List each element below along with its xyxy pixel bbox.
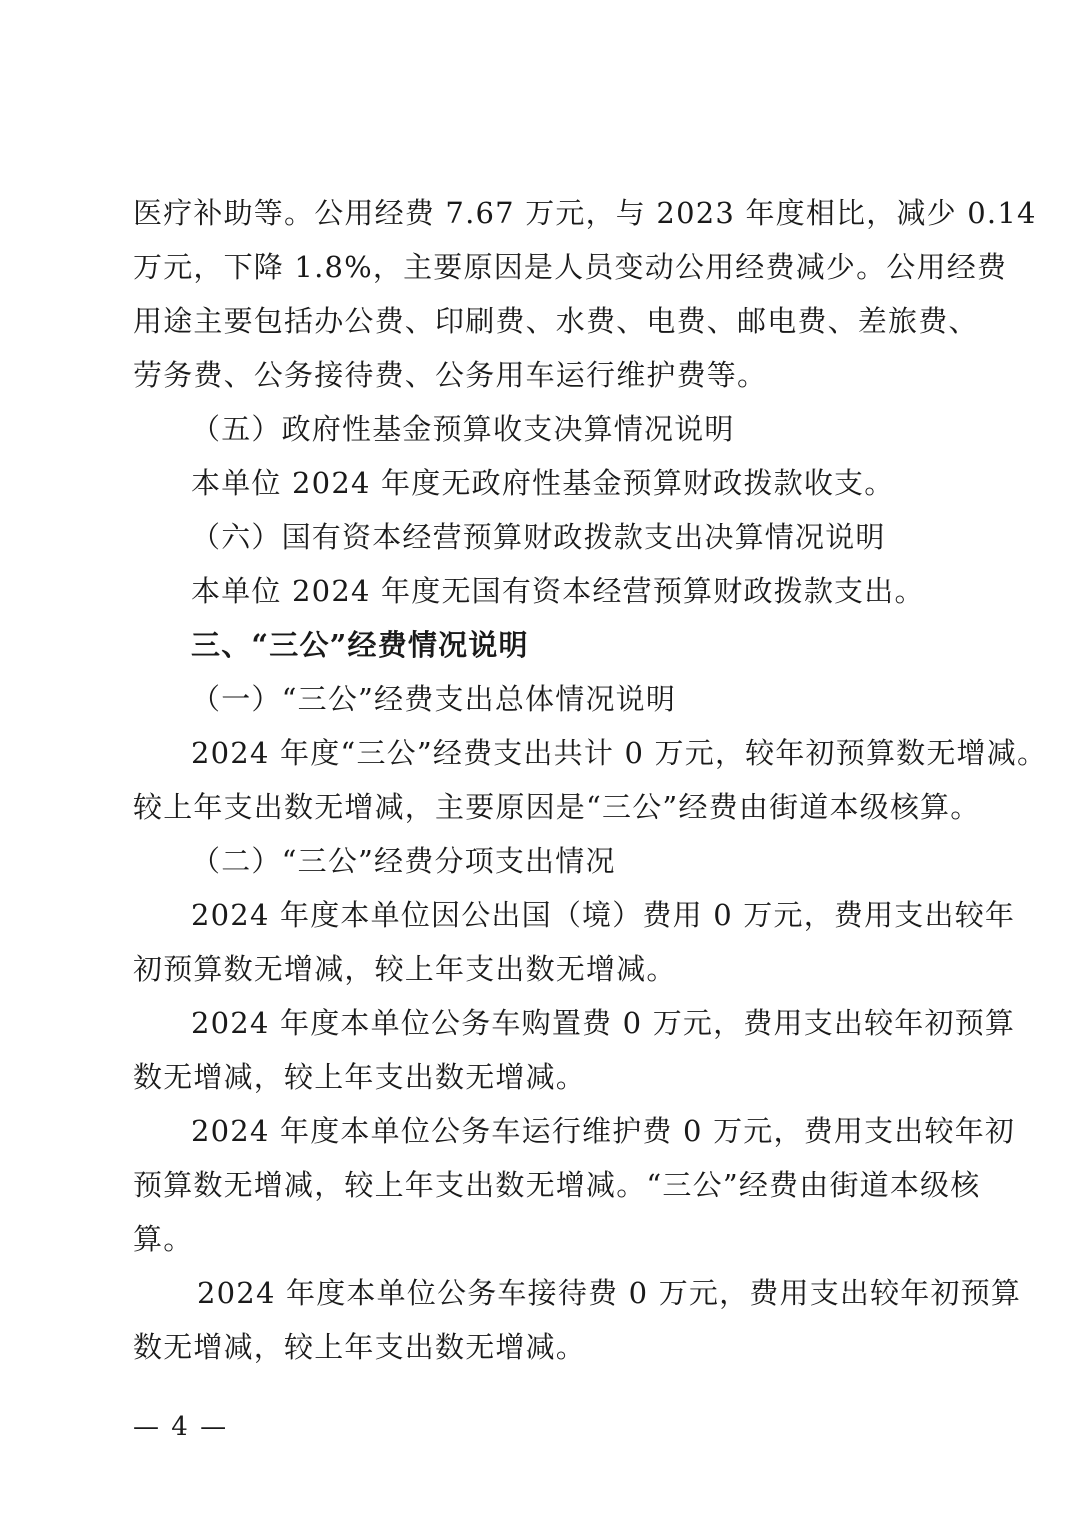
paragraph-line: 2024 年度本单位因公出国（境）费用 0 万元，费用支出较年 bbox=[191, 898, 1016, 932]
paragraph-line: 数无增减，较上年支出数无增减。 bbox=[133, 1060, 587, 1094]
paragraph-line: 本单位 2024 年度无国有资本经营预算财政拨款支出。 bbox=[191, 574, 925, 608]
paragraph-line: 2024 年度本单位公务车接待费 0 万元，费用支出较年初预算 bbox=[197, 1276, 1022, 1310]
paragraph-line: 数无增减，较上年支出数无增减。 bbox=[133, 1330, 587, 1364]
paragraph-line: 万元，下降 1.8%，主要原因是人员变动公用经费减少。公用经费 bbox=[133, 250, 1008, 284]
paragraph-line: 2024 年度本单位公务车购置费 0 万元，费用支出较年初预算 bbox=[191, 1006, 1016, 1040]
paragraph-line: 较上年支出数无增减，主要原因是“三公”经费由街道本级核算。 bbox=[133, 790, 981, 824]
section-heading-five: （五）政府性基金预算收支决算情况说明 bbox=[191, 412, 735, 446]
section-heading-three: 三、“三公”经费情况说明 bbox=[191, 628, 529, 662]
paragraph-line: 2024 年度“三公”经费支出共计 0 万元，较年初预算数无增减。 bbox=[191, 736, 1048, 770]
paragraph-line: 医疗补助等。公用经费 7.67 万元，与 2023 年度相比，减少 0.14 bbox=[133, 196, 1037, 230]
paragraph-line: 初预算数无增减，较上年支出数无增减。 bbox=[133, 952, 677, 986]
subsection-heading-two: （二）“三公”经费分项支出情况 bbox=[191, 844, 616, 878]
subsection-heading-one: （一）“三公”经费支出总体情况说明 bbox=[191, 682, 677, 716]
paragraph-line: 算。 bbox=[133, 1222, 194, 1256]
paragraph-line: 预算数无增减，较上年支出数无增减。“三公”经费由街道本级核 bbox=[133, 1168, 981, 1202]
paragraph-line: 2024 年度本单位公务车运行维护费 0 万元，费用支出较年初 bbox=[191, 1114, 1016, 1148]
section-heading-six: （六）国有资本经营预算财政拨款支出决算情况说明 bbox=[191, 520, 886, 554]
page-number: — 4 — bbox=[133, 1412, 229, 1442]
paragraph-line: 劳务费、公务接待费、公务用车运行维护费等。 bbox=[133, 358, 768, 392]
paragraph-line: 用途主要包括办公费、印刷费、水费、电费、邮电费、差旅费、 bbox=[133, 304, 979, 338]
paragraph-line: 本单位 2024 年度无政府性基金预算财政拨款收支。 bbox=[191, 466, 895, 500]
document-body bbox=[133, 186, 1048, 1374]
